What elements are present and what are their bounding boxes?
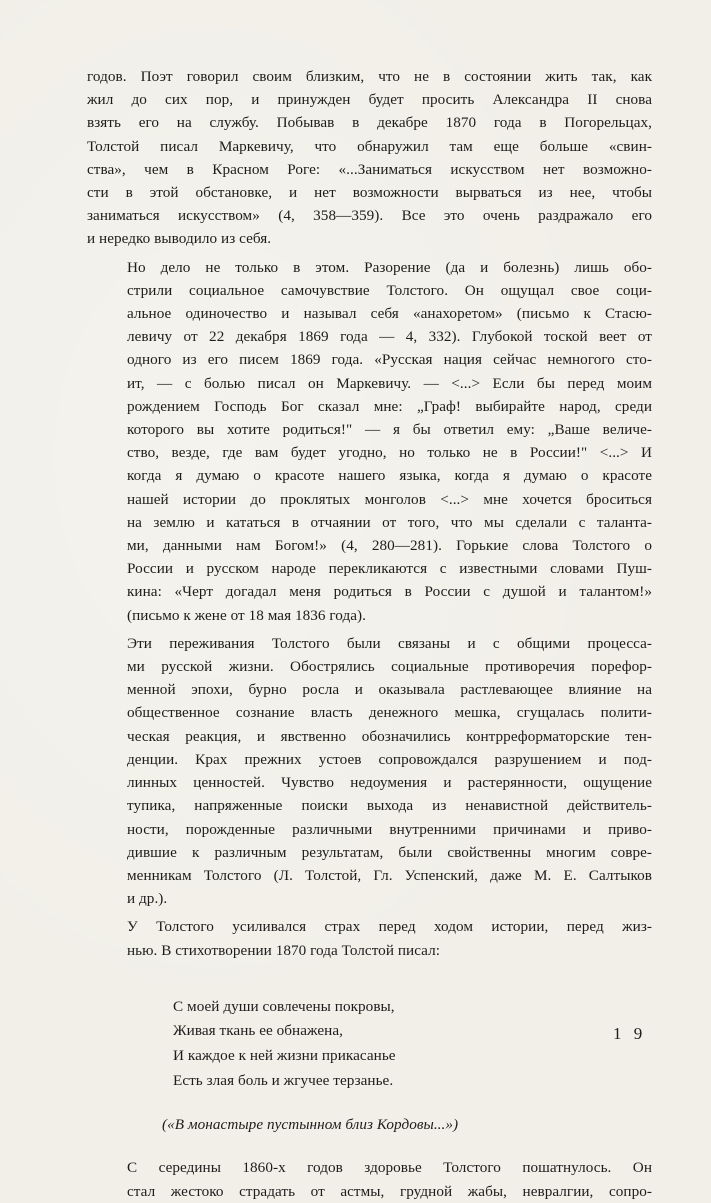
text-line: линных ценностей. Чувство недоумения и растерянности, ощущение — [127, 774, 652, 792]
main-text — [87, 65, 652, 1203]
poem-line: Живая ткань ее обнажена, — [173, 1022, 343, 1040]
text-line: менной эпохи, бурно росла и оказывала растлевающее влияние на — [127, 681, 652, 699]
closing-paragraph — [87, 1156, 652, 1202]
text-line: ство, везде, где вам будет угодно, но только не в России!" <...> И — [127, 444, 652, 462]
text-line: годов. Поэт говорил своим близким, что не в состоянии жить так, как — [87, 68, 652, 85]
text-line: У Толстого усиливался страх перед ходом истории, перед жиз- — [127, 918, 652, 936]
poem-line: С моей души совлечены покровы, — [173, 997, 395, 1015]
text-line: ит, — с болью писал он Маркевичу. — <...> Если бы перед моим — [127, 374, 652, 392]
text-line: и др.). — [127, 890, 168, 908]
text-line: Эти переживания Толстого были связаны и с общими процесса- — [127, 634, 652, 652]
poem-quote — [173, 995, 652, 1093]
text-line: Толстой писал Маркевичу, что обнаружил там еще больше «свин- — [87, 137, 652, 155]
text-line: одного из его писем 1869 года. «Русская нация сейчас немногого сто- — [127, 351, 652, 369]
paragraph-3 — [87, 632, 652, 910]
text-line: стал жестоко страдать от астмы, грудной жабы, невралгии, сопро- — [127, 1182, 652, 1200]
text-line: стрили социальное самочувствие Толстого. Он ощущал свое соци- — [127, 281, 652, 299]
text-line: жил до сих пор, и принужден будет просить Александра II снова — [87, 91, 652, 109]
text-line: С середины 1860-х годов здоровье Толстого пошатнулось. Он — [127, 1159, 652, 1177]
text-line: дившие к различным результатам, были свойственны многим совре- — [127, 843, 652, 861]
text-line: кина: «Черт догадал меня родиться в России с душой и талантом!» — [127, 583, 652, 601]
text-line: (письмо к жене от 18 мая 1836 года). — [127, 606, 366, 624]
poem-source: («В монастыре пустынном близ Кордовы...») — [162, 1116, 459, 1134]
text-line: альное одиночество и называл себя «анахоретом» (письмо к Стасю- — [127, 305, 652, 323]
text-line: ности, порожденные различными внутренними причинами и приво- — [127, 820, 652, 838]
paragraph-2 — [87, 256, 652, 627]
paragraph-1 — [87, 65, 652, 251]
text-line: рождением Господь Бог сказал мне: „Граф! выбирайте народ, среди — [127, 397, 652, 415]
text-line: заниматься искусством» (4, 358—359). Все это очень раздражало его — [87, 207, 652, 225]
paragraph-4 — [87, 915, 652, 961]
text-line: тупика, напряженные поиски выхода из ненавистной действитель- — [127, 797, 652, 815]
text-line: ства», чем в Красном Роге: «...Заниматься искусством нет возможно- — [87, 160, 652, 178]
text-line: нашей истории до проклятых монголов <...> мне хочется броситься — [127, 490, 652, 508]
text-line: денции. Крах прежних устоев сопровождался разрушением и под- — [127, 750, 652, 768]
poem-line: Есть злая боль и жгучее терзанье. — [173, 1071, 394, 1089]
text-line: менникам Толстого (Л. Толстой, Гл. Успенский, даже М. Е. Салтыков — [127, 866, 652, 884]
text-line: которого вы хотите родиться!" — я бы ответил ему: „Ваше величе- — [127, 421, 652, 439]
text-line: ми русской жизни. Обострялись социальные противоречия порефор- — [127, 658, 652, 676]
text-line: общественное сознание власть денежного мешка, сгущалась полити- — [127, 704, 652, 722]
text-line: на землю и кататься в отчаянии от того, что мы сделали с таланта- — [127, 513, 652, 531]
page-number: 1 9 — [613, 1024, 647, 1043]
text-line: нью. В стихотворении 1870 года Толстой писал: — [127, 941, 440, 959]
text-line: взять его на службу. Побывав в декабре 1870 года в Погорельцах, — [87, 114, 652, 132]
text-line: когда я думаю о красоте нашего языка, когда я думаю о красоте — [127, 467, 652, 485]
poem-line: И каждое к ней жизни прикасанье — [173, 1046, 396, 1064]
text-line: и нередко выводило из себя. — [87, 230, 272, 248]
text-line: Но дело не только в этом. Разорение (да и болезнь) лишь обо- — [127, 258, 652, 276]
text-line: ми, данными нам Богом!» (4, 280—281). Горькие слова Толстого о — [127, 537, 652, 555]
text-line: левичу от 22 декабря 1869 года — 4, 332). Глубокой тоской веет от — [127, 328, 652, 346]
text-line: сти в этой обстановке, и нет возможности вырваться из нее, чтобы — [87, 184, 652, 202]
text-line: России и русском народе перекликаются с известными словами Пуш- — [127, 560, 652, 578]
text-line: ческая реакция, и явственно обозначились контрреформаторские тен- — [127, 727, 652, 745]
